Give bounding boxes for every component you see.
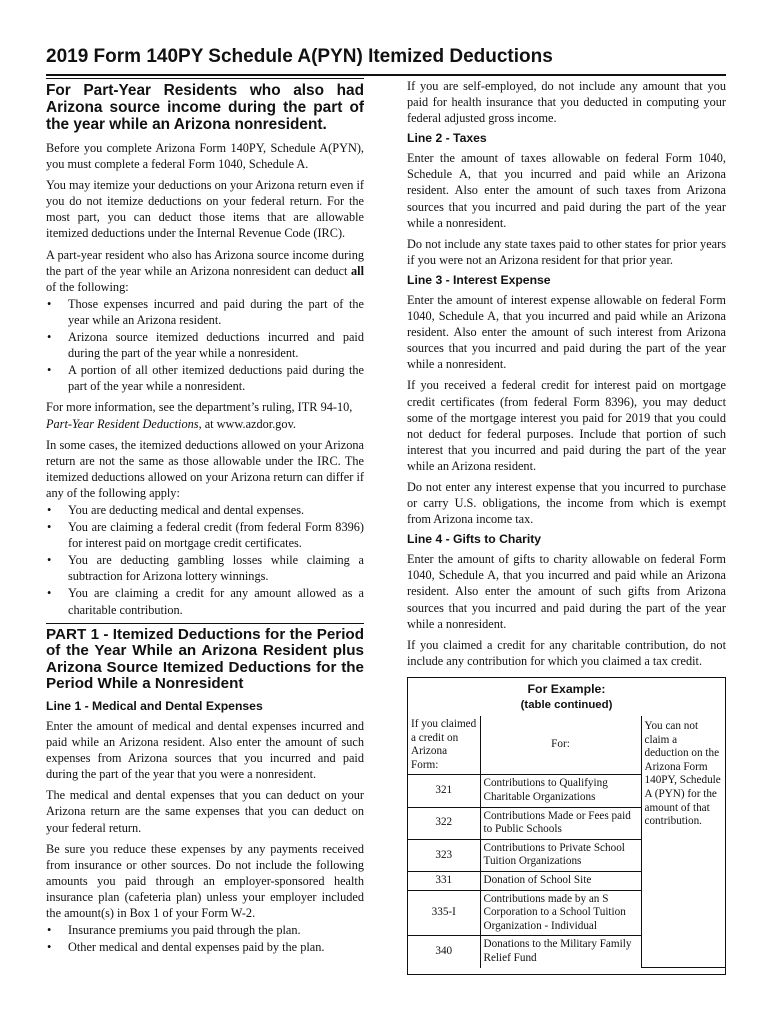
form-code: 340 <box>408 936 480 968</box>
credit-description: Contributions Made or Fees paid to Public Schools <box>480 807 641 839</box>
list-item <box>46 585 364 617</box>
paragraph: Enter the amount of interest expense allowable on federal Form 1040, Schedule A, that you incurred and paid while an Arizona resident. Also enter the amount of such interest from Arizona sources that you incurred and paid during the part of the year while a nonresident. <box>407 292 726 372</box>
list-item <box>46 502 364 518</box>
paragraph: If you received a federal credit for interest paid on mortgage credit certificates (from federal Form 8396), you may deduct some of the mortgage interest you paid for 2019 that you could not deduct for federal purposes. Include that portion of such interest that you incurred and paid during the part of the year while an Arizona resident. <box>407 378 726 473</box>
bullet-icon: • <box>47 586 52 601</box>
list-item <box>46 939 364 955</box>
bullet-icon: • <box>47 520 52 535</box>
paragraph: Do not enter any interest expense that you incurred to purchase or carry U.S. obligations, the income from which is exempt from Arizona income tax. <box>407 479 726 527</box>
list-item-text: You are deducting gambling losses while claiming a subtraction for Arizona lottery winnings. <box>68 553 364 584</box>
list-item-text: Insurance premiums you paid through the plan. <box>68 923 301 938</box>
intro-heading: For Part-Year Residents who also had Arizona source income during the part of the year while an Arizona nonresident. <box>46 78 364 133</box>
page-title: 2019 Form 140PY Schedule A(PYN) Itemized Deductions <box>46 46 726 76</box>
bullet-icon: • <box>47 330 52 345</box>
text: A part-year resident who also has Arizona source income during the part of the year while an Arizona nonresident can deduct <box>46 247 364 278</box>
list-item-text: You are deducting medical and dental expenses. <box>68 502 305 517</box>
credit-description: Contributions made by an S Corporation to a School Tuition Organization - Individual <box>480 890 641 936</box>
bullet-list <box>46 296 364 395</box>
side-note: You can not claim a deduction on the Arizona Form 140PY, Schedule A (PYN) for the amount of that contribution. <box>641 716 725 968</box>
column-header-form: If you claimed a credit on Arizona Form: <box>408 716 480 775</box>
list-item-text: You are claiming a credit for any amount allowed as a charitable contribution. <box>68 586 364 617</box>
credit-description: Donations to the Military Family Relief Fund <box>480 936 641 968</box>
table-header-row <box>408 716 725 775</box>
part1-heading: PART 1 - Itemized Deductions for the Period of the Year While an Arizona Resident plus Arizona Source Itemized Deductions for the Period While a Nonresident <box>46 623 364 693</box>
example-subtitle: (table continued) <box>520 699 613 711</box>
list-item-text: Arizona source itemized deductions incurred and paid during the part of the year while a nonresident. <box>68 330 364 361</box>
list-item <box>46 362 364 394</box>
line4-heading: Line 4 - Gifts to Charity <box>407 532 542 547</box>
paragraph: Enter the amount of gifts to charity allowable on federal Form 1040, Schedule A, that you incurred and paid while an Arizona resident. Also enter the amount of such gifts from Arizona sources that you incurred and paid during the part of the year while a nonresident. <box>407 552 726 631</box>
column-header-for: For: <box>480 716 641 775</box>
paragraph: Enter the amount of medical and dental expenses incurred and paid while an Arizona resident. Also enter the amount of such expenses from Arizona sources that you incurred and paid during the part of the year that you were a nonresident. <box>46 719 364 782</box>
list-item <box>46 922 364 938</box>
bold-text: all <box>351 263 364 278</box>
bullet-list <box>46 922 364 955</box>
text: For more information, see the department’s ruling, ITR 94-10, <box>46 400 353 415</box>
paragraph: If you claimed a credit for any charitable contribution, do not include any contribution for which you claimed a tax credit. <box>407 637 726 668</box>
paragraph: Be sure you reduce these expenses by any payments received from insurance or other sources. Do not include the following amounts you paid through an employer-sponsored health insurance plan (cafeteria plan) unless your employer included the amount(s) in Box 1 of your Form W-2. <box>46 841 364 921</box>
line2-heading: Line 2 - Taxes <box>407 131 487 146</box>
bullet-icon: • <box>47 296 52 311</box>
list-item <box>46 296 364 328</box>
list-item <box>46 519 364 551</box>
form-code: 323 <box>408 839 480 871</box>
paragraph: Do not include any state taxes paid to other states for prior years if you were not an Arizona resident for that prior year. <box>407 236 726 267</box>
list-item-text: You are claiming a federal credit (from federal Form 8396) for interest paid on mortgage credit certificates. <box>68 520 364 551</box>
line1-heading: Line 1 - Medical and Dental Expenses <box>46 699 263 713</box>
list-item-text: Other medical and dental expenses paid by the plan. <box>68 940 325 955</box>
paragraph <box>46 399 364 431</box>
bullet-list <box>46 502 364 618</box>
example-box <box>407 677 726 975</box>
bullet-icon: • <box>47 553 52 568</box>
credit-description: Contributions to Qualifying Charitable Organizations <box>480 775 641 807</box>
bullet-icon: • <box>47 502 52 517</box>
paragraph: In some cases, the itemized deductions allowed on your Arizona return are not the same as those allowable under the IRC. The itemized deductions allowed on your Arizona return can differ if any of the following apply: <box>46 437 364 500</box>
paragraph: The medical and dental expenses that you can deduct on your Arizona return are the same expenses that you can deduct on your federal return. <box>46 788 364 835</box>
list-item <box>46 552 364 584</box>
list-item-text: A portion of all other itemized deductions paid during the part of the year while a nonresident. <box>68 363 364 394</box>
credit-description: Donation of School Site <box>480 872 641 891</box>
form-code: 322 <box>408 807 480 839</box>
paragraph: Before you complete Arizona Form 140PY, Schedule A(PYN), you must complete a federal Form 1040, Schedule A. <box>46 141 364 172</box>
credit-description: Contributions to Private School Tuition Organizations <box>480 839 641 871</box>
paragraph: You may itemize your deductions on your Arizona return even if you do not itemize deductions on your federal return. For the most part, you can deduct those items that are allowable itemized deductions under the Internal Revenue Code (IRC). <box>46 178 364 241</box>
line3-heading: Line 3 - Interest Expense <box>407 272 551 287</box>
list-item <box>46 329 364 361</box>
form-code: 331 <box>408 872 480 891</box>
form-code: 335-I <box>408 890 480 936</box>
paragraph: If you are self-employed, do not include any amount that you paid for health insurance that you deducted in computing your federal adjusted gross income. <box>407 79 726 126</box>
list-item-text: Those expenses incurred and paid during the part of the year while an Arizona resident. <box>68 296 364 327</box>
text: of the following: <box>46 279 129 294</box>
ruling-title: Part-Year Resident Deductions <box>46 416 199 431</box>
example-title: For Example: <box>527 681 606 696</box>
bullet-icon: • <box>47 363 52 378</box>
bullet-icon: • <box>47 923 52 938</box>
text: , at www.azdor.gov. <box>198 416 297 431</box>
left-column <box>46 78 364 960</box>
bullet-icon: • <box>47 940 52 955</box>
example-table <box>408 716 725 968</box>
paragraph: Enter the amount of taxes allowable on federal Form 1040, Schedule A, that you incurred and paid while an Arizona resident. Also enter the amount of such taxes from Arizona sources that you incurred and paid during the part of the year while a nonresident. <box>407 151 726 230</box>
form-code: 321 <box>408 775 480 807</box>
right-column <box>407 78 726 975</box>
paragraph <box>46 247 364 295</box>
